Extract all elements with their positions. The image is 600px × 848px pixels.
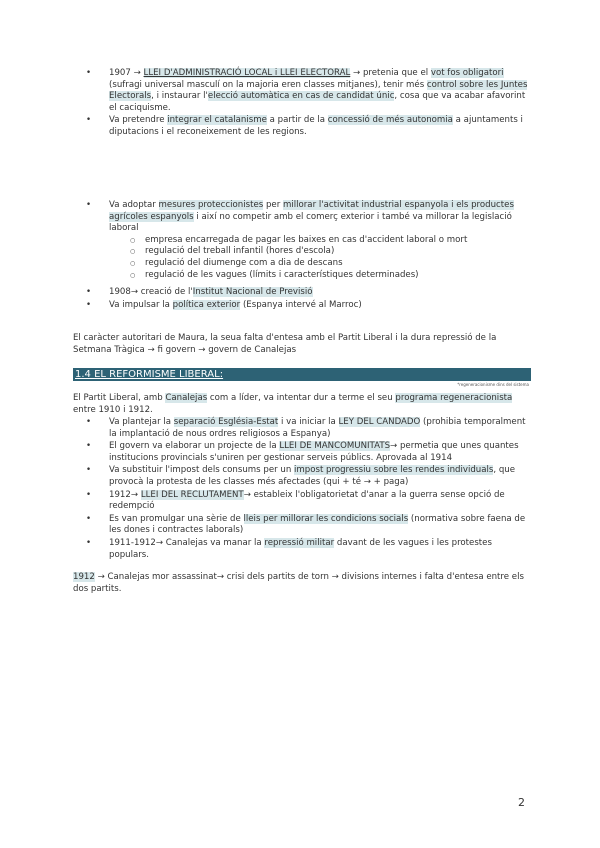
- heading-note: *regeneracionisme dins del sistema: [457, 382, 529, 387]
- liberal-reforms-list: [73, 417, 528, 562]
- labour-sublist: [109, 235, 528, 281]
- law-name: LLEI D'ADMINISTRACIÓ LOCAL i LLEI ELECTORAL: [143, 68, 351, 78]
- list-item: • 1908→ creació de l'Institut Nacional de Previsió: [73, 287, 528, 299]
- list-item: • Va plantejar la separació Església-Estat i va iniciar la LEY DEL CANDADO (prohibia temporalment la implantació de nous ordres religiosos a Espanya): [73, 417, 528, 440]
- list-item: • Va pretendre integrar el catalanisme a partir de la concessió de més autonomia a ajuntaments i diputacions i el reconeixement de les regions.: [73, 115, 528, 138]
- list-item: • Va adoptar mesures proteccionistes per millorar l'activitat industrial espanyola i els productes agrícoles espanyols i així no competir amb el comerç exterior i també va millorar la legislació laboral ○ empresa encarregada de pagar les baixes en cas d'accident laboral o mort ○ regulació del treball infantil (hores d'escola) ○ regulació del diumenge com a dia de descans ○ regulació de les vagues (límits i característiques determinades): [73, 200, 528, 281]
- section-maura-laws: [73, 68, 528, 140]
- closing-paragraph: 1912 → Canalejas mor assassinat→ crisi dels partits de torn → divisions internes i falta d'entesa entre els dos partits.: [73, 572, 524, 594]
- list-item: • 1912→ LLEI DEL RECLUTAMENT→ estableix l'obligatorietat d'anar a la guerra sense opció de redempció: [73, 490, 528, 513]
- sub-list-item: ○ regulació de les vagues (límits i característiques determinades): [109, 270, 528, 282]
- list-item: • Es van promulgar una sèrie de lleis per millorar les condicions socials (normativa sobre faena de les dones i contractes laborals): [73, 514, 528, 537]
- list-item: • Va impulsar la política exterior (Espanya intervé al Marroc): [73, 300, 528, 312]
- section-protectionism: [73, 200, 528, 312]
- sub-list-item: ○ regulació del treball infantil (hores d'escola): [109, 246, 528, 258]
- list-item: • 1907 → LLEI D'ADMINISTRACIÓ LOCAL i LLEI ELECTORAL → pretenia que el vot fos obligatori (sufragi universal masculí on la majoria eren classes mitjanes), tenir més control sobre les Juntes Electorals, i instaurar l'elecció automàtica en cas de candidat únic, cosa que va acabar afavorint el caciquisme.: [73, 68, 528, 114]
- page-number: 2: [518, 796, 525, 809]
- maura-conclusion-paragraph: El caràcter autoritari de Maura, la seua falta d'entesa amb el Partit Liberal i la dura repressió de la Setmana Tràgica → fi govern → govern de Canalejas: [73, 333, 497, 355]
- sub-list-item: ○ regulació del diumenge com a dia de descans: [109, 258, 528, 270]
- section-heading: 1.4 EL REFORMISME LIBERAL:: [73, 368, 531, 381]
- sub-list-item: ○ empresa encarregada de pagar les baixes en cas d'accident laboral o mort: [109, 235, 528, 247]
- list-item: • El govern va elaborar un projecte de la LLEI DE MANCOMUNITATS→ permetia que unes quantes institucions provincials s'uniren per gestionar serveis públics. Aprovada al 1914: [73, 441, 528, 464]
- list-item: • Va substituir l'impost dels consums per un impost progressiu sobre les rendes individuals, que provocà la protesta de les classes més afectades (qui + té → + paga): [73, 465, 528, 488]
- liberal-intro-paragraph: El Partit Liberal, amb Canalejas com a líder, va intentar dur a terme el seu programa regeneracionista entre 1910 i 1912.: [73, 393, 513, 415]
- list-item: • 1911-1912→ Canalejas va manar la repressió militar davant de les vagues i les protestes populars.: [73, 538, 528, 561]
